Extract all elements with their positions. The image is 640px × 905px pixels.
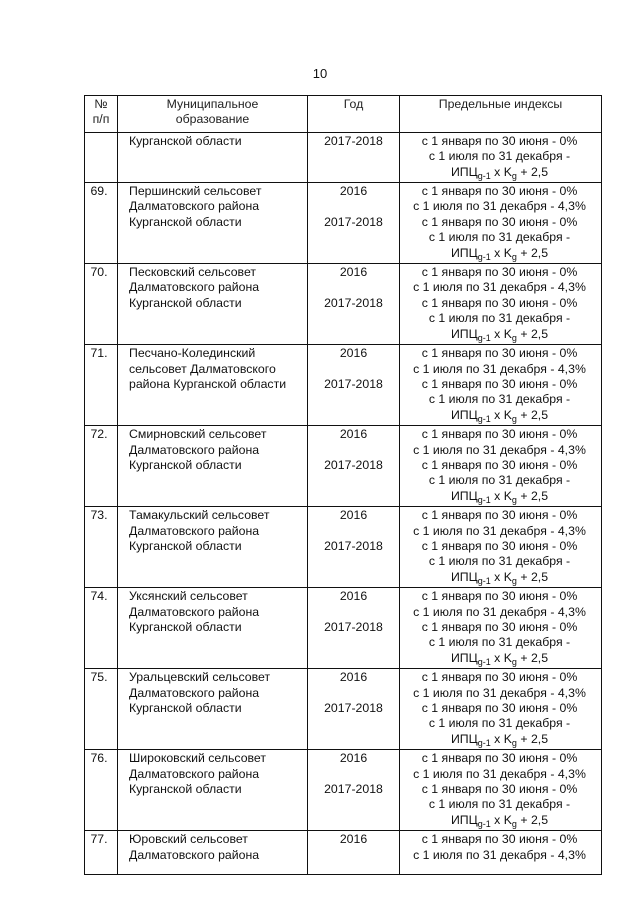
- municipality-name: Смирновский сельсовет Далматовского района Курганской области: [118, 426, 308, 507]
- limit-indices-table: [84, 95, 602, 875]
- formula: $ИПЦ_{g-1}$ х $K_g + 2,5$: [450, 326, 549, 343]
- formula: $ИПЦ_{g-1}$ х $K_g + 2,5$: [450, 488, 549, 505]
- indices-cell: с 1 января по 30 июня - 0% с 1 июля по 31 декабря - $ИПЦ_{g-1}$ х $K_g + 2,5$: [400, 132, 602, 182]
- indices-cell: с 1 января по 30 июня - 0% с 1 июля по 31 декабря - 4,3% с 1 января по 30 июня - 0% с 1 июля по 31 декабря - $ИПЦ_{g-1}$ х $K_g + 2,5$: [400, 669, 602, 750]
- table-row: [85, 588, 602, 669]
- formula: $ИПЦ_{g-1}$ х $K_g + 2,5$: [450, 164, 549, 181]
- indices-cell: с 1 января по 30 июня - 0% с 1 июля по 31 декабря - 4,3%: [400, 831, 602, 875]
- indices-cell: с 1 января по 30 июня - 0% с 1 июля по 31 декабря - 4,3% с 1 января по 30 июня - 0% с 1 июля по 31 декабря - $ИПЦ_{g-1}$ х $K_g + 2,5$: [400, 588, 602, 669]
- municipality-name: Уксянский сельсовет Далматовского района Курганской области: [118, 588, 308, 669]
- year-cell: 2016 2017-2018: [308, 588, 400, 669]
- table-row: [85, 264, 602, 345]
- table-row: [85, 831, 602, 875]
- table-header-row: [85, 96, 602, 133]
- year-cell: 2016 2017-2018: [308, 507, 400, 588]
- municipality-name: Курганской области: [118, 132, 308, 182]
- row-number: 77.: [85, 831, 118, 875]
- municipality-name: Першинский сельсовет Далматовского района Курганской области: [118, 183, 308, 264]
- municipality-name: Тамакульский сельсовет Далматовского района Курганской области: [118, 507, 308, 588]
- indices-cell: с 1 января по 30 июня - 0% с 1 июля по 31 декабря - 4,3% с 1 января по 30 июня - 0% с 1 июля по 31 декабря - $ИПЦ_{g-1}$ х $K_g + 2,5$: [400, 264, 602, 345]
- formula: $ИПЦ_{g-1}$ х $K_g + 2,5$: [450, 407, 549, 424]
- year-cell: 2016: [308, 831, 400, 875]
- row-number: 76.: [85, 750, 118, 831]
- row-number: 75.: [85, 669, 118, 750]
- page-number: 10: [312, 66, 328, 81]
- year-cell: 2016 2017-2018: [308, 426, 400, 507]
- table-row: [85, 183, 602, 264]
- table-row: [85, 507, 602, 588]
- header-indices: Предельные индексы: [400, 96, 602, 133]
- row-number: 74.: [85, 588, 118, 669]
- indices-cell: с 1 января по 30 июня - 0% с 1 июля по 31 декабря - 4,3% с 1 января по 30 июня - 0% с 1 июля по 31 декабря - $ИПЦ_{g-1}$ х $K_g + 2,5$: [400, 507, 602, 588]
- row-number: [85, 132, 118, 182]
- table-row-continuation: [85, 132, 602, 182]
- table-row: [85, 750, 602, 831]
- table-row: [85, 426, 602, 507]
- year-cell: 2017-2018: [308, 132, 400, 182]
- indices-cell: с 1 января по 30 июня - 0% с 1 июля по 31 декабря - 4,3% с 1 января по 30 июня - 0% с 1 июля по 31 декабря - $ИПЦ_{g-1}$ х $K_g + 2,5$: [400, 426, 602, 507]
- row-number: 72.: [85, 426, 118, 507]
- year-cell: 2016 2017-2018: [308, 345, 400, 426]
- year-cell: 2016 2017-2018: [308, 669, 400, 750]
- indices-cell: с 1 января по 30 июня - 0% с 1 июля по 31 декабря - 4,3% с 1 января по 30 июня - 0% с 1 июля по 31 декабря - $ИПЦ_{g-1}$ х $K_g + 2,5$: [400, 345, 602, 426]
- formula: $ИПЦ_{g-1}$ х $K_g + 2,5$: [450, 731, 549, 748]
- row-number: 73.: [85, 507, 118, 588]
- year-cell: 2016 2017-2018: [308, 264, 400, 345]
- table-row: [85, 345, 602, 426]
- municipality-name: Широковский сельсовет Далматовского района Курганской области: [118, 750, 308, 831]
- header-municipality: Муниципальное образование: [118, 96, 308, 133]
- year-cell: 2016 2017-2018: [308, 183, 400, 264]
- row-number: 70.: [85, 264, 118, 345]
- indices-cell: с 1 января по 30 июня - 0% с 1 июля по 31 декабря - 4,3% с 1 января по 30 июня - 0% с 1 июля по 31 декабря - $ИПЦ_{g-1}$ х $K_g + 2,5$: [400, 750, 602, 831]
- indices-cell: с 1 января по 30 июня - 0% с 1 июля по 31 декабря - 4,3% с 1 января по 30 июня - 0% с 1 июля по 31 декабря - $ИПЦ_{g-1}$ х $K_g + 2,5$: [400, 183, 602, 264]
- row-number: 71.: [85, 345, 118, 426]
- header-num: № п/п: [85, 96, 118, 133]
- municipality-name: Юровский сельсовет Далматовского района: [118, 831, 308, 875]
- formula: $ИПЦ_{g-1}$ х $K_g + 2,5$: [450, 245, 549, 262]
- municipality-name: Песчано-Колединский сельсовет Далматовского района Курганской области: [118, 345, 308, 426]
- header-year: Год: [308, 96, 400, 133]
- year-cell: 2016 2017-2018: [308, 750, 400, 831]
- formula: $ИПЦ_{g-1}$ х $K_g + 2,5$: [450, 569, 549, 586]
- formula: $ИПЦ_{g-1}$ х $K_g + 2,5$: [450, 812, 549, 829]
- table-row: [85, 669, 602, 750]
- municipality-name: Уральцевский сельсовет Далматовского района Курганской области: [118, 669, 308, 750]
- row-number: 69.: [85, 183, 118, 264]
- municipality-name: Песковский сельсовет Далматовского района Курганской области: [118, 264, 308, 345]
- formula: $ИПЦ_{g-1}$ х $K_g + 2,5$: [450, 650, 549, 667]
